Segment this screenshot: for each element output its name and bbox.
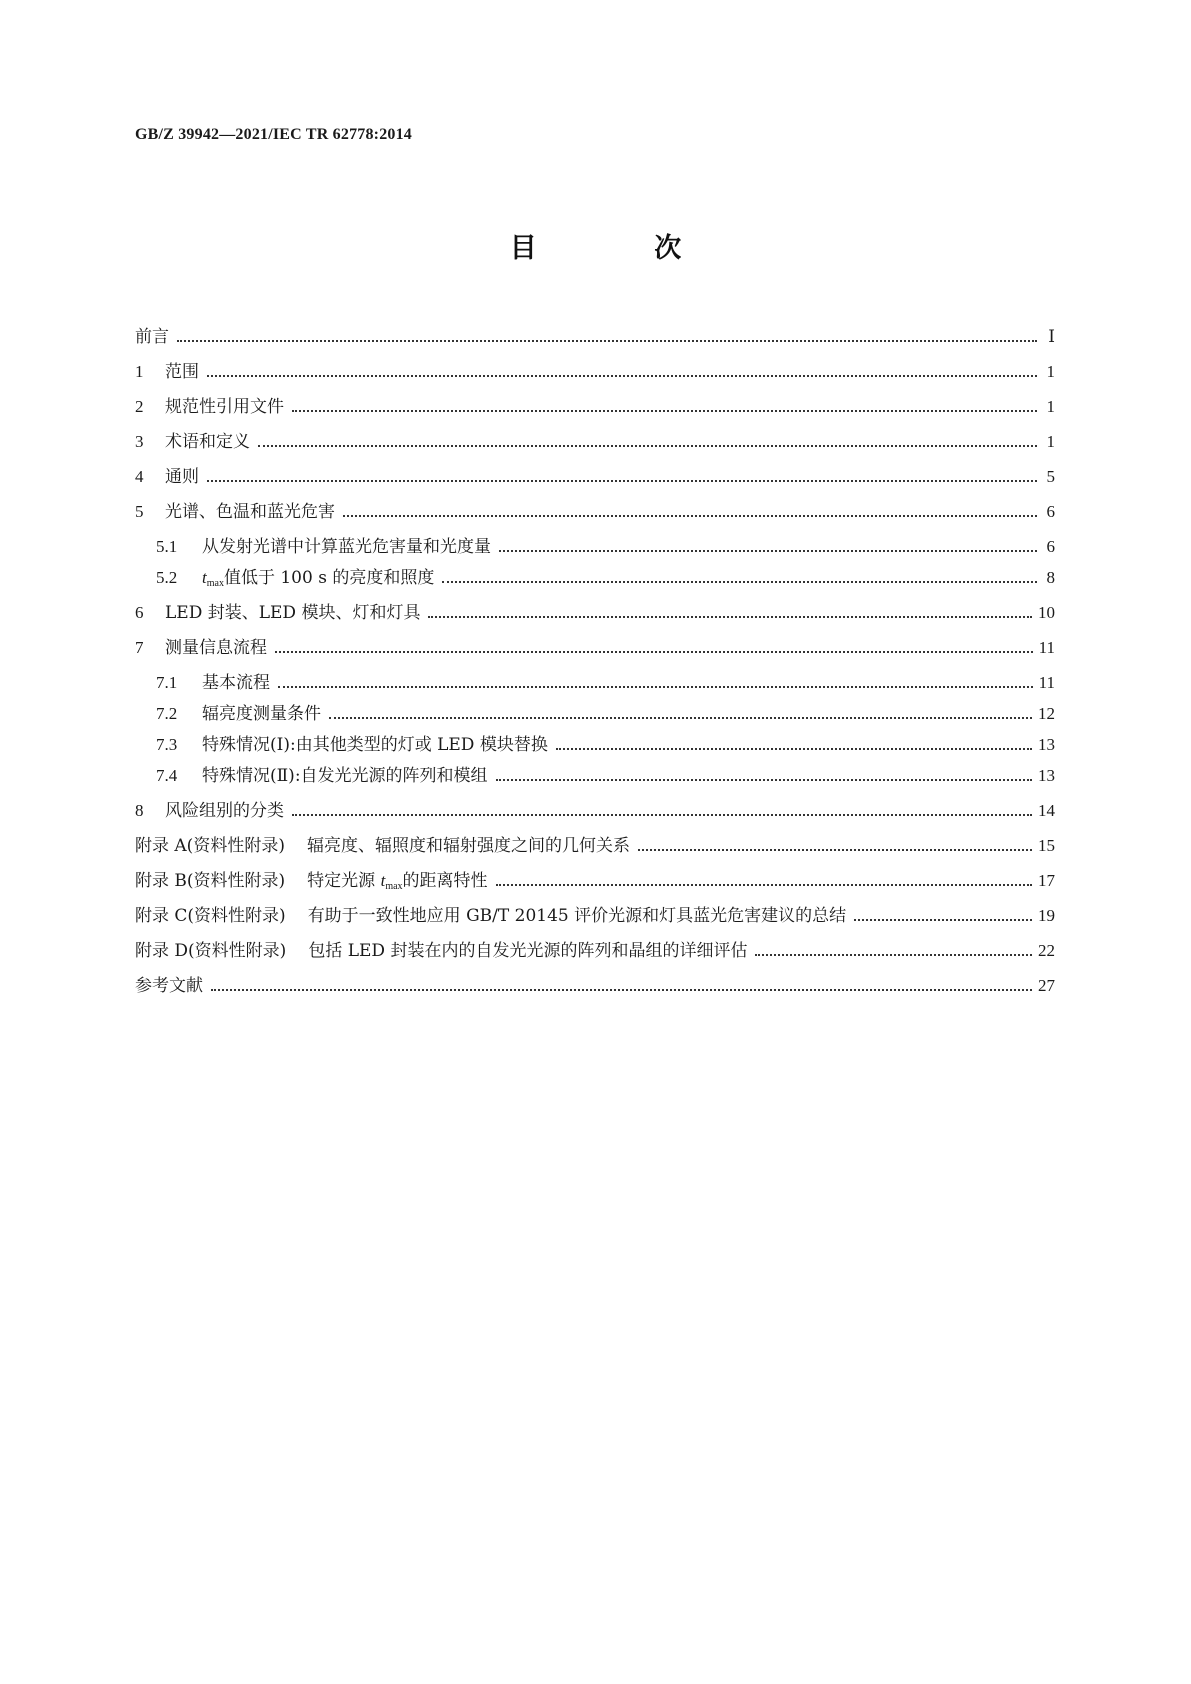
toc-entry-page: 13 — [1038, 735, 1055, 754]
toc-entry-7[interactable] — [135, 637, 1055, 672]
dot-leader — [854, 918, 1032, 921]
toc-entry-page: 8 — [1046, 568, 1055, 587]
toc-entry-2[interactable] — [135, 396, 1055, 431]
toc-entry-title-text: 值低于 100 s 的亮度和照度 — [223, 568, 435, 588]
toc-entry-title: 特殊情况(Ⅱ):自发光光源的阵列和模组 — [202, 766, 488, 786]
dot-leader — [292, 813, 1032, 816]
dot-leader — [755, 953, 1032, 956]
toc-entry-page: 27 — [1038, 976, 1055, 995]
toc-entry-title-text: 辐亮度、辐照度和辐射强度之间的几何关系 — [306, 836, 630, 856]
page-title: 目 次 — [509, 233, 736, 264]
toc-entry-title: 范围 — [165, 362, 199, 382]
toc-entry-5-2[interactable] — [135, 567, 1055, 598]
toc-entry-foreword[interactable] — [135, 326, 1055, 361]
tmax-symbol: t — [380, 871, 386, 890]
toc-entry-page: 15 — [1038, 836, 1055, 855]
standard-code-header: GB/Z 39942—2021/IEC TR 62778:2014 — [135, 126, 412, 143]
toc-entry-bibliography[interactable] — [135, 975, 1055, 1010]
toc-entry-title: 风险组别的分类 — [165, 801, 284, 821]
table-of-contents — [135, 326, 1055, 1010]
toc-entry-title-text: 包括 LED 封装在内的自发光光源的阵列和晶组的详细评估 — [308, 941, 748, 961]
toc-entry-annex-d[interactable] — [135, 940, 1055, 975]
toc-entry-page: 12 — [1038, 704, 1055, 723]
toc-entry-annex-a[interactable] — [135, 835, 1055, 870]
toc-entry-title-text: 特定光源 — [307, 871, 376, 891]
toc-entry-number: 2 — [135, 397, 144, 416]
toc-entry-5[interactable] — [135, 501, 1055, 536]
toc-entry-title — [135, 905, 846, 927]
toc-entry-title: 光谱、色温和蓝光危害 — [165, 502, 335, 522]
tmax-symbol: t — [202, 568, 207, 587]
toc-entry-title: 测量信息流程 — [165, 638, 267, 658]
toc-entry-1[interactable] — [135, 361, 1055, 396]
dot-leader — [638, 848, 1032, 851]
annex-label: 附录 B(资料性附录) — [135, 871, 286, 891]
toc-entry-title: LED 封装、LED 模块、灯和灯具 — [165, 603, 421, 623]
dot-leader — [442, 580, 1037, 583]
toc-entry-7-3[interactable] — [135, 734, 1055, 765]
toc-entry-annex-c[interactable] — [135, 905, 1055, 940]
toc-entry-number: 7.3 — [156, 735, 178, 754]
annex-label: 附录 C(资料性附录) — [135, 906, 286, 926]
toc-entry-title: 前言 — [135, 327, 169, 347]
toc-entry-7-2[interactable] — [135, 703, 1055, 734]
dot-leader — [275, 650, 1033, 653]
toc-entry-title: 参考文献 — [135, 976, 203, 996]
toc-entry-title: 辐亮度测量条件 — [202, 704, 321, 724]
toc-entry-page: 1 — [1046, 362, 1055, 381]
toc-entry-number: 1 — [135, 362, 144, 381]
dot-leader — [428, 615, 1032, 618]
toc-entry-title: 从发射光谱中计算蓝光危害量和光度量 — [202, 537, 491, 557]
toc-entry-page: 19 — [1038, 906, 1055, 925]
toc-entry-title-text: 有助于一致性地应用 GB/T 20145 评价光源和灯具蓝光危害建议的总结 — [307, 906, 847, 926]
toc-entry-number: 7.2 — [156, 704, 178, 723]
toc-entry-title: 规范性引用文件 — [165, 397, 284, 417]
toc-entry-title: 基本流程 — [202, 673, 270, 693]
toc-entry-page: 6 — [1046, 537, 1055, 556]
toc-entry-page: 6 — [1046, 502, 1055, 521]
toc-entry-number: 3 — [135, 432, 144, 451]
toc-entry-number: 7.1 — [156, 673, 178, 692]
toc-entry-number: 7 — [135, 638, 144, 657]
dot-leader — [496, 883, 1032, 886]
toc-entry-4[interactable] — [135, 466, 1055, 501]
toc-entry-title-text: 的距离特性 — [402, 871, 488, 891]
dot-leader — [343, 514, 1037, 517]
dot-leader — [292, 409, 1037, 412]
dot-leader — [499, 549, 1037, 552]
toc-entry-page: 1 — [1046, 432, 1055, 451]
toc-entry-6[interactable] — [135, 602, 1055, 637]
toc-entry-7-1[interactable] — [135, 672, 1055, 703]
annex-label: 附录 D(资料性附录) — [135, 941, 287, 961]
toc-entry-title — [202, 567, 434, 595]
dot-leader — [207, 479, 1037, 482]
dot-leader — [556, 747, 1032, 750]
tmax-subscript: max — [206, 578, 224, 589]
toc-entry-title — [135, 835, 630, 857]
toc-entry-title: 术语和定义 — [165, 432, 250, 452]
toc-entry-page: 1 — [1046, 397, 1055, 416]
toc-entry-page: Ⅰ — [1048, 327, 1055, 346]
toc-entry-page: 10 — [1038, 603, 1055, 622]
toc-entry-annex-b[interactable] — [135, 870, 1055, 905]
toc-entry-7-4[interactable] — [135, 765, 1055, 796]
toc-entry-title: 特殊情况(Ⅰ):由其他类型的灯或 LED 模块替换 — [202, 735, 548, 755]
toc-entry-number: 7.4 — [156, 766, 178, 785]
toc-entry-number: 6 — [135, 603, 144, 622]
tmax-subscript: max — [385, 881, 403, 892]
toc-entry-number: 4 — [135, 467, 144, 486]
toc-entry-page: 11 — [1038, 638, 1055, 657]
toc-entry-page: 5 — [1046, 467, 1055, 486]
toc-entry-number: 5.2 — [156, 568, 178, 587]
toc-entry-5-1[interactable] — [135, 536, 1055, 567]
dot-leader — [278, 685, 1033, 688]
toc-entry-page: 14 — [1038, 801, 1055, 820]
dot-leader — [329, 716, 1032, 719]
toc-entry-page: 22 — [1038, 941, 1055, 960]
dot-leader — [496, 778, 1032, 781]
toc-entry-number: 8 — [135, 801, 144, 820]
toc-entry-number: 5 — [135, 502, 144, 521]
annex-label: 附录 A(资料性附录) — [135, 836, 285, 856]
toc-entry-page: 17 — [1038, 871, 1055, 890]
dot-leader — [258, 444, 1037, 447]
toc-entry-page: 11 — [1038, 673, 1055, 692]
dot-leader — [207, 374, 1037, 377]
toc-entry-title — [135, 870, 488, 898]
dot-leader — [211, 988, 1032, 991]
dot-leader — [177, 339, 1037, 342]
toc-entry-title: 通则 — [165, 467, 199, 487]
toc-entry-8[interactable] — [135, 800, 1055, 835]
toc-entry-page: 13 — [1038, 766, 1055, 785]
toc-entry-3[interactable] — [135, 431, 1055, 466]
toc-entry-number: 5.1 — [156, 537, 178, 556]
toc-entry-title — [135, 940, 747, 962]
